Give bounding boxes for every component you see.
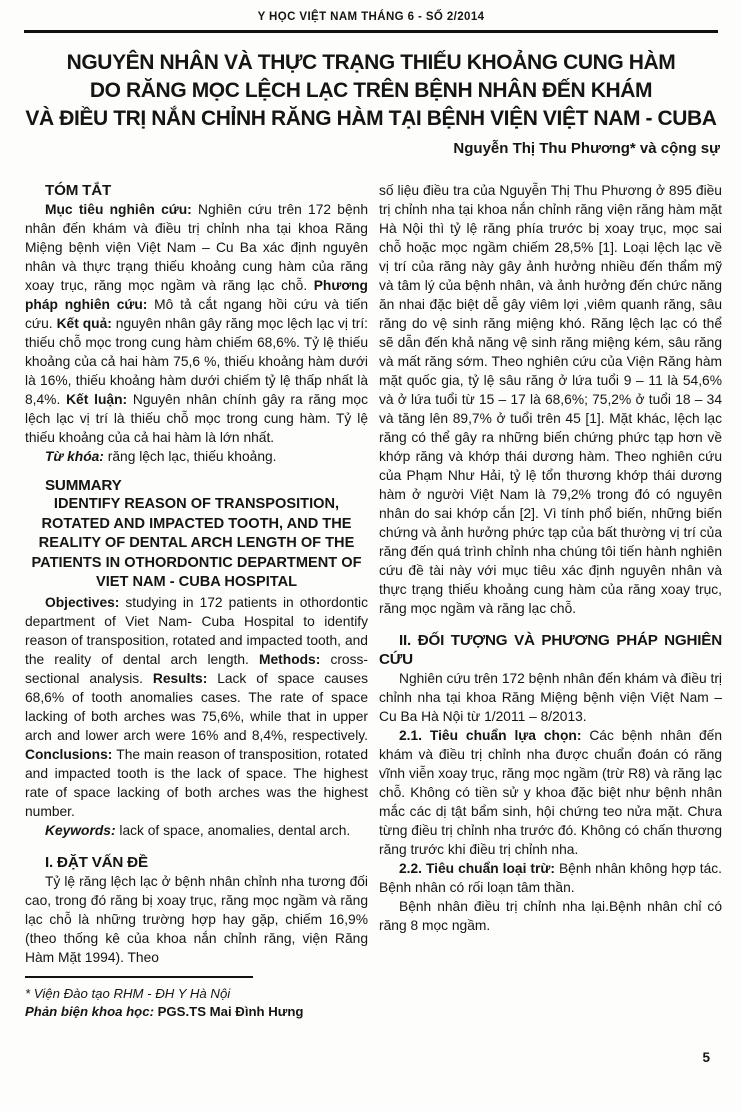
text-run: Conclusions: xyxy=(25,746,117,762)
text-run: Objectives: xyxy=(45,594,126,610)
abstract-heading: TÓM TẮT xyxy=(45,182,112,199)
text-run: The main reason of transposition, rotated and impacted tooth is the lack of space. The highest rate of space lacking of both arches was the highest number. xyxy=(25,746,368,819)
summary-title: IDENTIFY REASON OF TRANSPOSITION, ROTATED AND IMPACTED TOOTH, AND THE REALITY OF DENTAL ARCH LENGTH OF THE PATIENTS IN OTHORDONTIC DEPARTMENT OF VIET NAM - CUBA HOSPITAL xyxy=(31,496,362,590)
text-run: Keywords: xyxy=(45,822,120,838)
text-run: Từ khóa: xyxy=(45,449,108,464)
intro-paragraph-continued: số liệu điều tra của Nguyễn Thị Thu Phương ở 895 điều trị chỉnh nha tại khoa nắn chỉnh răng viện răng hàm mặt Hà Nội thì tỷ lệ răng phía trước bị xoay trục, mọc sai chỗ hoặc mọc ngầm chiếm 28,5% [1]. Loại lệch lạc về vị trí của răng này gây ảnh hưởng nhiều đến thẩm mỹ và tâm lý của bệnh nhân, và ảnh hưởng đến chức năng ăn nhai đặc biệt dễ gây viêm lợi ,viêm quanh răng, sâu răng do vệ sinh răng miệng khó. Răng lệch lạc có thể sẽ dẫn đến khả năng vệ sinh răng miệng kém, sâu răng và mất răng sớm. Theo nghiên cứu của Viện Răng hàm mặt quốc gia, tỷ lệ sâu răng ở lứa tuổi 9 – 11 là 54,6% và ở lứa tuổi từ 15 – 17 là 68,6%; 75,2% ở tuổi 18 – 34 và tăng lên 89,7% ở tuổi trên 45 [1]. Mặt khác, lệch lạc răng có thể gây ra những biến chứng phức tạp hơn về khớp răng và khớp thái dương hàm. Theo nghiên cứu của Phạm Như Hải, tỷ lệ tổn thương khớp thái dương hàm ở người Việt Nam là 79,2% trong đó có nguyên nhân do sai khớp cắn [2]. Vì tính phổ biến, những biến chứng và ảnh hưởng phức tạp của bất thường vị trí của răng đến quá trình chỉnh nha chúng tôi tiến hành nghiên cứu đề tài này với mục tiêu xác định nguyên nhân và thực trạng thiếu khoảng cung hàm của răng xoay trục, răng mọc ngầm và răng lạc chỗ. xyxy=(379,183,722,616)
text-run: Nghiên cứu trên 172 bệnh nhân đến khám và điều trị chỉnh nha tại khoa Răng Miệng bệnh viện Việt Nam – Cu Ba xác định nguyên nhân và thực trạng thiếu khoảng cung hàm của răng xoay trục, răng mọc ngầm và răng lạc chỗ. xyxy=(25,202,368,293)
summary-paragraph xyxy=(25,593,368,821)
summary-heading: SUMMARY xyxy=(45,477,122,494)
intro-paragraph: Tỷ lệ răng lệch lạc ở bệnh nhân chỉnh nha tương đối cao, trong đó răng bị xoay trục, răng mọc ngầm và răng lạc chỗ là những trường hợp hay gặp, chiếm 16,9% (theo thống kê của khoa nắn chỉnh răng, viện Răng Hàm Mặt 1994). Theo xyxy=(25,873,368,965)
text-run: răng lệch lạc, thiếu khoảng. xyxy=(107,449,277,464)
abstract-keywords xyxy=(25,447,368,466)
text-run: Kết quả: xyxy=(56,316,116,331)
footnote-affiliation xyxy=(25,985,370,1003)
journal-header: Y HỌC VIỆT NAM THÁNG 6 - SỐ 2/2014 xyxy=(257,11,485,23)
text-run: Các bệnh nhân đến khám và điều trị chỉnh nha được chuẩn đoán có răng vĩnh viễn xoay trục, răng mọc ngầm (trừ R8) và răng lạc chỗ. Không có tiền sử y khoa đặc biệt như bệnh nhân mắc các dị tật bẩm sinh, hội chứng teo nửa mặt. Chưa từng điều trị chỉnh nha trước đó. Không có chấn thương răng trước khi điều trị chỉnh nha. xyxy=(379,728,723,857)
exclusion-criteria-extra-paragraph: Bệnh nhân điều trị chỉnh nha lại.Bệnh nhân chỉ có răng 8 mọc ngầm. xyxy=(379,899,722,933)
inclusion-criteria-paragraph xyxy=(379,726,722,859)
text-run: 2.1. Tiêu chuẩn lựa chọn: xyxy=(399,728,590,743)
text-run: 2.2. Tiêu chuẩn loại trừ: xyxy=(399,861,559,876)
article-title xyxy=(20,49,722,133)
text-run: Phản biện khoa học: xyxy=(25,1004,158,1019)
text-run: Mục tiêu nghiên cứu: xyxy=(45,202,198,217)
text-run: Kết luận: xyxy=(66,392,133,407)
methods-section-heading: II. ĐỐI TƯỢNG VÀ PHƯƠNG PHÁP NGHIÊN CỨU xyxy=(379,632,722,668)
text-run: * Viện Đào tạo RHM - ĐH Y Hà Nội xyxy=(25,986,231,1001)
text-run: Mô tả cắt ngang hồi cứu và tiến cứu. xyxy=(25,297,369,331)
text-run: Results: xyxy=(152,670,218,686)
two-column-body xyxy=(25,181,722,967)
text-run: Lack of space causes 68,6% of tooth anomalies cases. The rate of space lacking of both arches was 75,6%, while that in upper arch and lower arch were 16% and 8,4%, respectively. xyxy=(25,670,368,743)
text-run: Phương pháp nghiên cứu: xyxy=(25,278,368,312)
text-run: Bệnh nhân không hợp tác. Bệnh nhân có rối loạn tâm thần. xyxy=(379,861,722,895)
text-run: PGS.TS Mai Đình Hưng xyxy=(157,1004,304,1019)
text-run: nguyên nhân gây răng mọc lệch lạc vị trí: thiếu chỗ mọc trong cung hàm chiếm 68,6%. Tỷ lệ thiếu khoảng của cả hai hàm 75,6 %, thiếu khoảng hàm dưới là 16%, thiếu khoảng hàm dưới chiếm tỷ lệ thấp nhất là 8,4%. xyxy=(25,316,368,407)
text-run: Methods: xyxy=(259,651,331,667)
title-line-3: VÀ ĐIỀU TRỊ NẮN CHỈNH RĂNG HÀM TẠI BỆNH VIỆN VIỆT NAM - CUBA xyxy=(25,107,717,130)
text-run: Nguyên nhân chính gây ra răng mọc lệch lạc vị trí là thiếu chỗ mọc trong cung hàm. Tỷ lệ thiếu khoảng của cả hai hàm là lớn nhất. xyxy=(25,392,368,445)
text-run: lack of space, anomalies, dental arch. xyxy=(119,822,351,838)
abstract-paragraph xyxy=(25,200,368,447)
title-line-1: NGUYÊN NHÂN VÀ THỰC TRẠNG THIẾU KHOẢNG CUNG HÀM xyxy=(66,51,676,74)
intro-section-heading: I. ĐẶT VẤN ĐỀ xyxy=(45,853,148,871)
title-line-2: DO RĂNG MỌC LỆCH LẠC TRÊN BỆNH NHÂN ĐẾN KHÁM xyxy=(89,79,653,102)
right-column xyxy=(379,181,722,967)
author-byline: Nguyễn Thị Thu Phương* và cộng sự xyxy=(453,140,720,157)
methods-paragraph: Nghiên cứu trên 172 bệnh nhân đến khám và điều trị chỉnh nha tại khoa Răng Miệng bệnh viện Việt Nam – Cu Ba Hà Nội từ 1/2011 – 8/2013. xyxy=(379,671,722,724)
page-number: 5 xyxy=(702,1050,710,1065)
text-run: cross-sectional analysis. xyxy=(25,651,368,686)
footnote xyxy=(25,976,370,1021)
left-column xyxy=(25,181,368,967)
summary-keywords xyxy=(25,821,368,840)
exclusion-criteria-paragraph xyxy=(379,859,722,897)
footnote-divider xyxy=(25,976,253,978)
footnote-reviewer xyxy=(25,1003,370,1021)
text-run: studying in 172 patients in othordontic department of Viet Nam- Cuba Hospital to identify reason of transposition, rotated and impacted tooth, and the reality of dental arch length. xyxy=(25,594,368,667)
header-divider xyxy=(24,30,718,33)
